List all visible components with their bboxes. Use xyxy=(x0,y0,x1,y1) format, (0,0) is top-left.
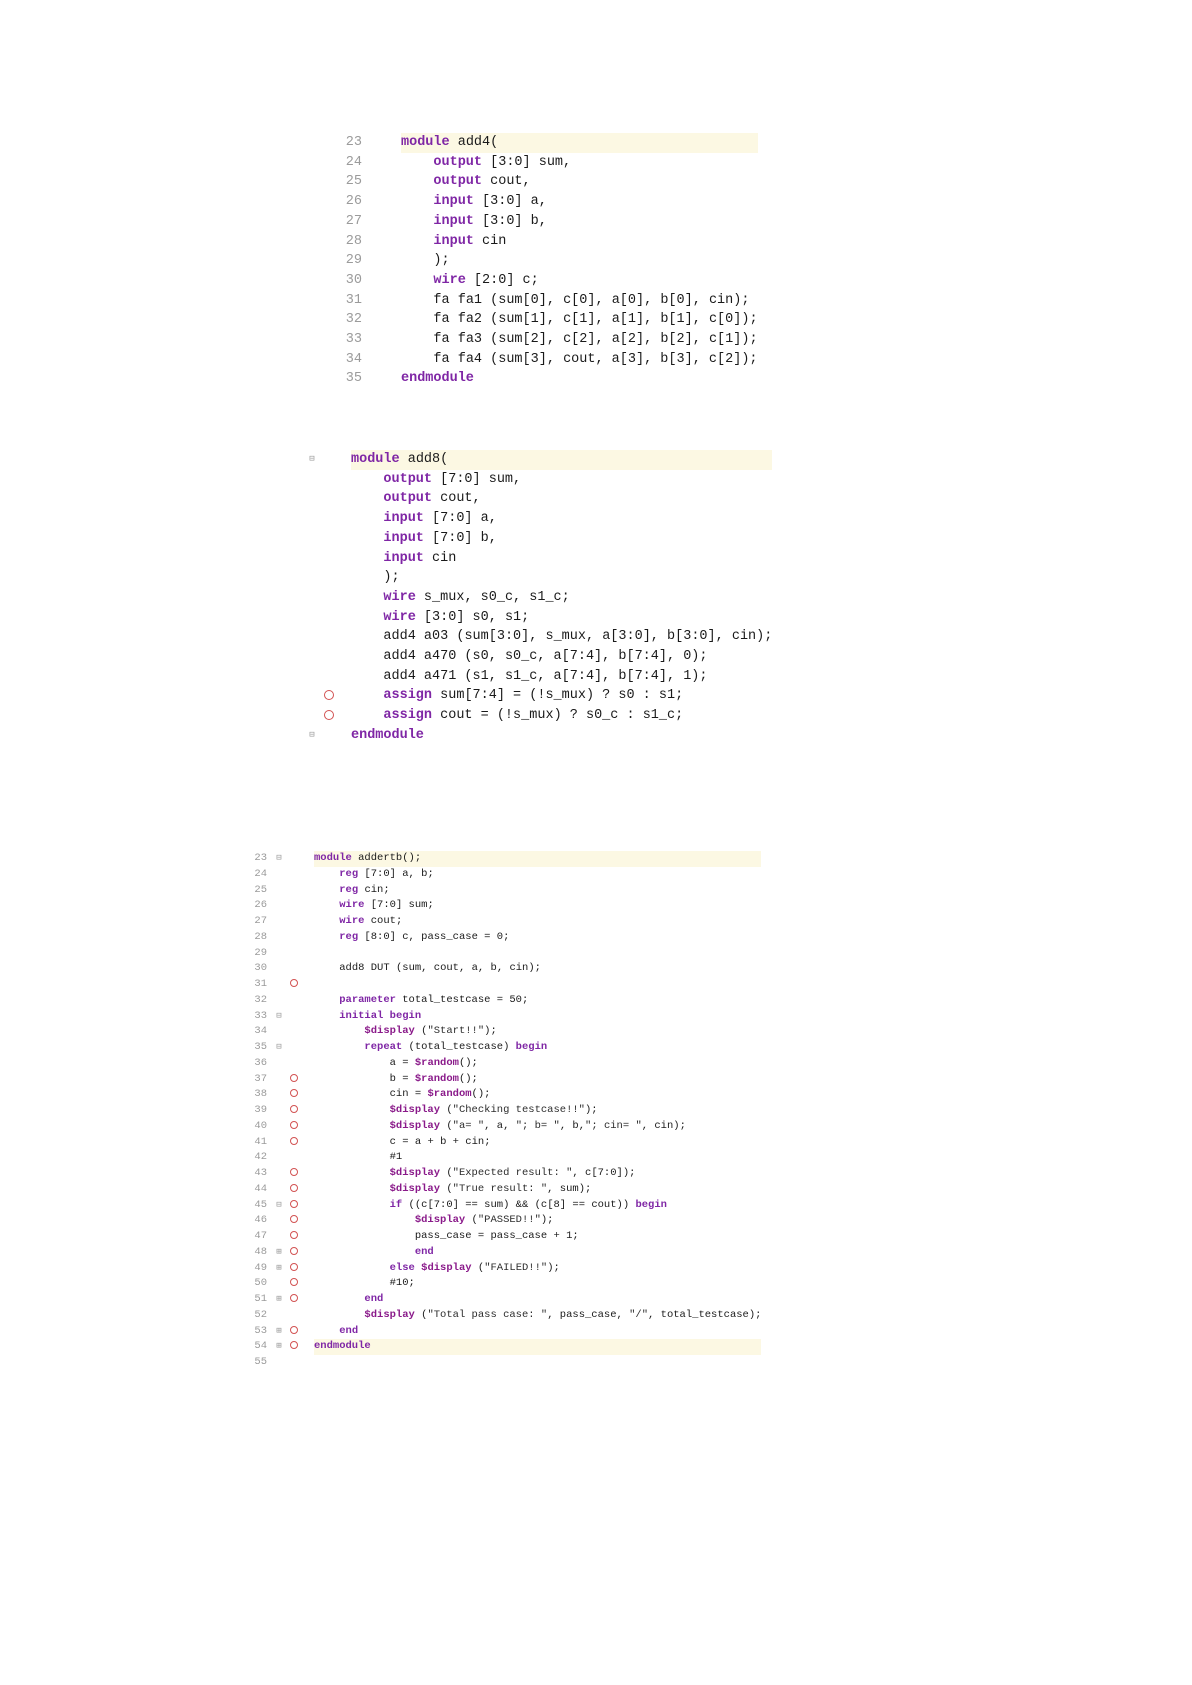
breakpoint-dot xyxy=(290,1184,298,1192)
code-text[interactable]: output [3:0] sum, xyxy=(433,154,572,170)
code-text[interactable]: add4 a471 (s1, s1_c, a[7:4], b[7:4], 1); xyxy=(383,668,708,684)
code-line xyxy=(305,588,772,608)
code-text[interactable]: $display ("PASSED!!"); xyxy=(414,1214,554,1227)
code-text[interactable]: module add8( xyxy=(351,450,772,470)
fold-toggle-icon[interactable]: ⊟ xyxy=(276,1042,282,1052)
code-line xyxy=(305,686,772,706)
code-line xyxy=(245,898,761,914)
code-line xyxy=(245,1119,761,1135)
code-line xyxy=(245,1166,761,1182)
code-text[interactable]: wire [3:0] s0, s1; xyxy=(383,609,530,625)
code-text[interactable]: input [3:0] a, xyxy=(433,194,547,210)
add8-module-listing xyxy=(305,450,772,746)
code-line xyxy=(305,667,772,687)
code-line xyxy=(336,369,758,389)
code-line xyxy=(245,1072,761,1088)
code-text[interactable]: repeat (total_testcase) begin xyxy=(364,1041,548,1053)
fold-toggle-icon[interactable]: ⊞ xyxy=(276,1294,282,1304)
code-text[interactable]: a = $random(); xyxy=(389,1056,478,1069)
line-number: 24 xyxy=(254,867,267,880)
breakpoint-icon[interactable] xyxy=(286,1229,302,1245)
code-text[interactable]: endmodule xyxy=(351,727,424,743)
code-line xyxy=(305,529,772,549)
breakpoint-icon[interactable] xyxy=(286,977,302,993)
code-text[interactable]: $display ("Total pass case: ", pass_case, "/", total_testcase); xyxy=(364,1308,762,1321)
breakpoint-icon[interactable] xyxy=(286,1198,302,1214)
breakpoint-dot xyxy=(290,979,298,987)
line-number: 36 xyxy=(254,1056,267,1069)
code-text[interactable]: c = a + b + cin; xyxy=(389,1135,491,1148)
line-number: 38 xyxy=(254,1088,267,1101)
breakpoint-dot xyxy=(290,1121,298,1129)
line-number: 23 xyxy=(345,135,362,150)
code-text[interactable]: output cout, xyxy=(433,174,531,190)
fold-toggle-icon[interactable]: ⊟ xyxy=(276,1199,282,1210)
line-number: 28 xyxy=(254,930,267,943)
code-line xyxy=(245,1103,761,1119)
code-line xyxy=(245,930,761,946)
code-line xyxy=(245,1308,761,1324)
fold-toggle-icon[interactable]: ⊞ xyxy=(276,1246,282,1257)
code-text[interactable]: if ((c[7:0] == sum) && (c[8] == cout)) begin xyxy=(389,1198,667,1211)
code-line xyxy=(305,726,772,746)
line-number: 41 xyxy=(254,1135,267,1148)
code-line xyxy=(305,568,772,588)
code-line xyxy=(305,470,772,490)
code-text[interactable]: initial begin xyxy=(339,1009,422,1022)
breakpoint-icon[interactable] xyxy=(286,1182,302,1198)
code-text[interactable]: parameter total_testcase = 50; xyxy=(339,993,529,1006)
line-number: 34 xyxy=(254,1025,267,1038)
code-text[interactable]: $display ("a= ", a, "; b= ", b,"; cin= ", cin); xyxy=(389,1119,686,1132)
code-line xyxy=(305,647,772,667)
line-number: 30 xyxy=(254,962,267,975)
code-text[interactable]: end xyxy=(414,1245,434,1258)
line-number: 31 xyxy=(254,978,267,990)
line-number: 35 xyxy=(254,1041,267,1053)
code-text[interactable]: cin = $random(); xyxy=(389,1088,491,1101)
code-text[interactable]: fa fa2 (sum[1], c[1], a[1], b[1], c[0]); xyxy=(433,312,758,328)
code-text[interactable]: module addertb(); xyxy=(314,851,761,867)
code-text[interactable]: $display ("Expected result: ", c[7:0]); xyxy=(389,1167,636,1179)
breakpoint-dot xyxy=(290,1137,298,1145)
code-line xyxy=(245,851,761,867)
code-text[interactable] xyxy=(314,1355,761,1371)
code-line xyxy=(245,1024,761,1040)
line-number: 48 xyxy=(254,1245,267,1258)
code-text[interactable]: wire s_mux, s0_c, s1_c; xyxy=(383,589,570,605)
line-number: 50 xyxy=(254,1277,267,1290)
code-text[interactable]: $display ("Checking testcase!!"); xyxy=(389,1104,598,1116)
code-line xyxy=(305,450,772,470)
code-text[interactable]: input [7:0] a, xyxy=(383,511,497,527)
code-text[interactable]: module add4( xyxy=(401,133,758,153)
code-text[interactable]: input cin xyxy=(383,550,457,566)
code-line xyxy=(245,977,761,993)
line-number: 32 xyxy=(345,312,362,328)
code-line xyxy=(336,192,758,212)
line-number: 35 xyxy=(345,371,362,387)
code-line xyxy=(336,133,758,153)
code-line xyxy=(245,1182,761,1198)
line-number: 44 xyxy=(254,1182,267,1195)
line-number: 40 xyxy=(254,1119,267,1132)
code-text[interactable]: assign sum[7:4] = (!s_mux) ? s0 : s1; xyxy=(383,688,684,704)
breakpoint-icon[interactable] xyxy=(286,1166,302,1182)
fold-toggle-icon[interactable]: ⊟ xyxy=(309,454,315,464)
code-text[interactable]: output cout, xyxy=(383,491,481,507)
code-line xyxy=(336,350,758,370)
breakpoint-icon[interactable] xyxy=(286,1339,302,1355)
line-number: 25 xyxy=(345,174,362,190)
code-line xyxy=(245,1135,761,1151)
line-number: 27 xyxy=(254,915,267,927)
code-text[interactable]: fa fa1 (sum[0], c[0], a[0], b[0], cin); xyxy=(433,292,750,308)
breakpoint-dot xyxy=(290,1200,298,1208)
line-number: 39 xyxy=(254,1104,267,1116)
code-line xyxy=(336,330,758,350)
code-text[interactable]: #10; xyxy=(314,1277,415,1290)
line-number: 49 xyxy=(254,1261,267,1274)
code-text[interactable]: input [7:0] b, xyxy=(383,530,497,546)
code-line xyxy=(336,271,758,291)
breakpoint-dot xyxy=(324,690,334,700)
breakpoint-icon[interactable] xyxy=(286,1261,302,1277)
breakpoint-dot xyxy=(290,1231,298,1239)
code-line xyxy=(336,153,758,173)
code-text[interactable]: reg cin; xyxy=(339,883,390,896)
code-text[interactable]: fa fa4 (sum[3], cout, a[3], b[3], c[2]); xyxy=(433,351,758,367)
code-text[interactable]: end xyxy=(364,1293,384,1305)
code-line xyxy=(336,212,758,232)
breakpoint-dot xyxy=(290,1168,298,1176)
code-line xyxy=(245,1261,761,1277)
line-number: 52 xyxy=(254,1308,267,1321)
code-line xyxy=(245,1324,761,1340)
code-text[interactable]: b = $random(); xyxy=(389,1072,478,1085)
breakpoint-dot xyxy=(290,1341,298,1349)
breakpoint-dot xyxy=(290,1278,298,1286)
line-number: 37 xyxy=(254,1072,267,1085)
fold-toggle-icon[interactable]: ⊟ xyxy=(276,853,282,863)
code-line xyxy=(245,867,761,883)
code-text[interactable]: assign cout = (!s_mux) ? s0_c : s1_c; xyxy=(383,708,684,724)
line-number: 29 xyxy=(254,946,267,959)
code-line xyxy=(336,232,758,252)
line-number: 26 xyxy=(345,194,362,210)
code-line xyxy=(305,706,772,726)
code-line xyxy=(245,1355,761,1371)
fold-toggle-icon[interactable]: ⊞ xyxy=(276,1341,282,1352)
code-text[interactable]: endmodule xyxy=(401,371,474,387)
code-line xyxy=(336,310,758,330)
code-line xyxy=(305,627,772,647)
breakpoint-dot xyxy=(290,1294,298,1302)
line-number: 34 xyxy=(345,351,362,367)
code-line xyxy=(305,489,772,509)
code-text[interactable]: pass_case = pass_case + 1; xyxy=(414,1230,579,1242)
breakpoint-dot xyxy=(290,1089,298,1097)
line-number: 28 xyxy=(345,233,362,249)
code-line xyxy=(245,961,761,977)
breakpoint-dot xyxy=(290,1074,298,1082)
code-text[interactable]: output [7:0] sum, xyxy=(383,471,522,487)
code-text[interactable]: add4 a03 (sum[3:0], s_mux, a[3:0], b[3:0], cin); xyxy=(383,629,773,645)
code-text[interactable]: wire [7:0] sum; xyxy=(339,899,434,912)
code-line xyxy=(245,1087,761,1103)
breakpoint-icon[interactable] xyxy=(286,1103,302,1119)
code-text[interactable]: add4 a470 (s0, s0_c, a[7:4], b[7:4], 0); xyxy=(383,649,708,665)
addertb-testbench-listing xyxy=(245,851,761,1371)
code-line xyxy=(305,509,772,529)
code-line xyxy=(245,1245,761,1261)
line-number: 33 xyxy=(345,332,362,348)
line-number: 31 xyxy=(345,292,362,308)
line-number: 53 xyxy=(254,1324,267,1337)
line-number: 46 xyxy=(254,1214,267,1227)
breakpoint-icon[interactable] xyxy=(286,1213,302,1229)
code-line xyxy=(245,1339,761,1355)
line-number: 32 xyxy=(254,993,267,1006)
add4-module-listing xyxy=(336,133,758,389)
code-line xyxy=(245,1276,761,1292)
breakpoint-dot xyxy=(324,710,334,720)
code-line xyxy=(245,993,761,1009)
line-number: 29 xyxy=(345,253,362,269)
line-number: 23 xyxy=(254,852,267,864)
breakpoint-icon[interactable] xyxy=(286,1135,302,1151)
fold-toggle-icon[interactable]: ⊟ xyxy=(276,1010,282,1021)
code-line xyxy=(245,1292,761,1308)
breakpoint-icon[interactable] xyxy=(286,1087,302,1103)
code-line xyxy=(245,1229,761,1245)
breakpoint-icon[interactable] xyxy=(286,1324,302,1340)
code-line xyxy=(245,1213,761,1229)
line-number: 55 xyxy=(254,1356,267,1368)
code-text[interactable]: $display ("Start!!"); xyxy=(364,1025,497,1038)
breakpoint-icon[interactable] xyxy=(286,1276,302,1292)
code-line xyxy=(245,1150,761,1166)
code-text[interactable]: ); xyxy=(401,253,450,269)
line-number: 33 xyxy=(254,1009,267,1022)
breakpoint-dot xyxy=(290,1105,298,1113)
code-line xyxy=(245,914,761,930)
code-line xyxy=(245,1056,761,1072)
line-number: 30 xyxy=(345,272,362,288)
code-text[interactable] xyxy=(314,977,761,993)
code-text[interactable]: add8 DUT (sum, cout, a, b, cin); xyxy=(339,962,541,975)
breakpoint-icon[interactable] xyxy=(319,686,339,706)
code-line xyxy=(245,1198,761,1214)
code-line xyxy=(245,946,761,962)
line-number: 51 xyxy=(254,1293,267,1305)
line-number: 54 xyxy=(254,1340,267,1353)
code-text[interactable]: endmodule xyxy=(314,1339,761,1355)
breakpoint-icon[interactable] xyxy=(286,1245,302,1261)
code-text[interactable]: $display ("True result: ", sum); xyxy=(389,1182,592,1195)
code-line xyxy=(305,549,772,569)
code-text[interactable]: wire cout; xyxy=(339,915,403,927)
code-line xyxy=(336,172,758,192)
code-line xyxy=(336,291,758,311)
code-text[interactable] xyxy=(314,946,761,962)
breakpoint-dot xyxy=(290,1326,298,1334)
code-text[interactable]: input cin xyxy=(433,233,507,249)
code-line xyxy=(305,608,772,628)
code-line xyxy=(245,1040,761,1056)
fold-toggle-icon[interactable]: ⊞ xyxy=(276,1262,282,1273)
code-text[interactable]: end xyxy=(339,1324,359,1337)
breakpoint-dot xyxy=(290,1215,298,1223)
code-line xyxy=(245,1009,761,1025)
code-text[interactable]: else $display ("FAILED!!"); xyxy=(389,1261,560,1274)
code-text[interactable]: reg [8:0] c, pass_case = 0; xyxy=(339,930,510,943)
line-number: 42 xyxy=(254,1151,267,1164)
breakpoint-icon[interactable] xyxy=(286,1119,302,1135)
line-number: 45 xyxy=(254,1198,267,1211)
code-text[interactable]: fa fa3 (sum[2], c[2], a[2], b[2], c[1]); xyxy=(433,332,758,348)
line-number: 43 xyxy=(254,1167,267,1179)
fold-toggle-icon[interactable]: ⊟ xyxy=(309,729,315,740)
line-number: 27 xyxy=(345,213,362,229)
code-line xyxy=(336,251,758,271)
line-number: 24 xyxy=(345,154,362,170)
code-line xyxy=(245,883,761,899)
line-number: 26 xyxy=(254,899,267,912)
breakpoint-dot xyxy=(290,1247,298,1255)
code-text[interactable]: reg [7:0] a, b; xyxy=(339,867,434,880)
code-text[interactable]: input [3:0] b, xyxy=(433,213,547,229)
line-number: 25 xyxy=(254,883,267,896)
breakpoint-dot xyxy=(290,1263,298,1271)
fold-toggle-icon[interactable]: ⊞ xyxy=(276,1325,282,1336)
breakpoint-icon[interactable] xyxy=(286,1072,302,1088)
code-text[interactable]: ); xyxy=(351,570,400,586)
code-text[interactable]: wire [2:0] c; xyxy=(433,272,539,288)
code-text[interactable]: #1 xyxy=(314,1151,403,1164)
breakpoint-icon[interactable] xyxy=(319,706,339,726)
line-number: 47 xyxy=(254,1230,267,1242)
breakpoint-icon[interactable] xyxy=(286,1292,302,1308)
